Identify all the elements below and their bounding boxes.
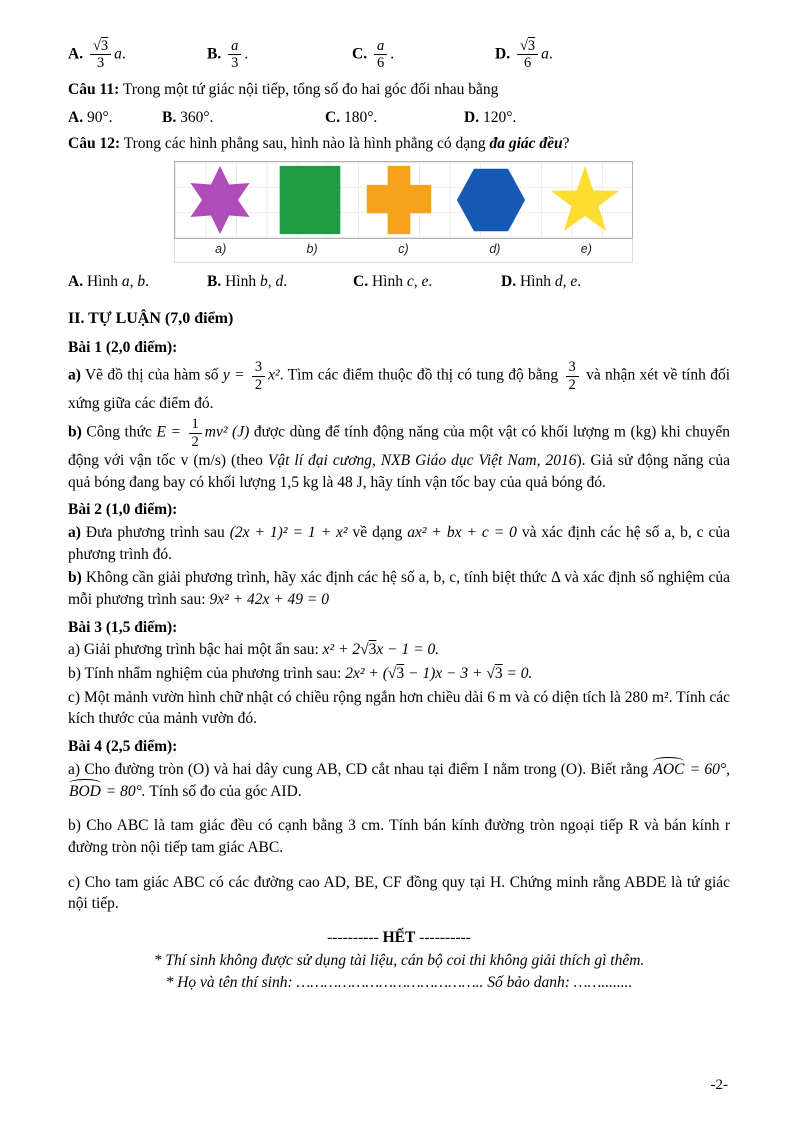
denominator: 6 — [376, 55, 385, 72]
item-label: c) — [68, 873, 81, 891]
sqrt-sign: √ — [519, 38, 528, 54]
option-label: C. — [353, 272, 369, 290]
question-text: Trong một tứ giác nội tiếp, tổng số đo hai góc đối nhau bằng — [122, 81, 499, 99]
variable: a — [541, 45, 549, 63]
bai3-part-b: b) Tính nhẩm nghiệm của phương trình sau: 2x² + (√3 − 1)x − 3 + √3 = 0. — [68, 665, 533, 683]
option-label: B. — [162, 109, 177, 127]
sqrt-sign: √ — [486, 665, 495, 683]
option-text: 360°. — [180, 109, 214, 127]
option-text: 180°. — [343, 109, 378, 127]
option-label: A. — [68, 45, 84, 63]
shape-labels-row — [174, 239, 633, 263]
item-label: b) — [68, 423, 82, 441]
option-label: B. — [207, 45, 222, 63]
item-label: b) — [68, 817, 81, 835]
numerator: a — [376, 38, 385, 54]
bai4-title: Bài 4 (2,5 điểm): — [68, 738, 178, 756]
six-pointed-star-shape — [182, 164, 258, 236]
square-shape — [272, 164, 348, 236]
denominator: 3 — [96, 55, 105, 72]
item-label: a) — [68, 641, 81, 659]
option-label: D. — [501, 272, 517, 290]
sqrt-sign: √ — [92, 38, 101, 54]
option-b: B. Hình b, d. — [207, 272, 288, 290]
question-emphasis: đa giác đều — [489, 134, 563, 152]
option-d: D. Hình d, e. — [501, 272, 582, 290]
option-b — [207, 38, 352, 71]
item-label: b) — [68, 665, 81, 683]
option-label: C. — [352, 45, 368, 63]
fraction: $\frac{3}{2}$ — [566, 359, 579, 392]
shape-label-d: d) — [489, 242, 501, 257]
radicand: 3 — [396, 665, 405, 683]
option-label: C. — [325, 109, 341, 127]
spacer — [68, 804, 730, 814]
fraction: $\frac{1}{2}$ — [189, 416, 202, 449]
bai2-part-b: b) Không cần giải phương trình, hãy xác định các hệ số a, b, c, tính biệt thức Δ và xác định số nghiệm của mỗi phương trình sau: 9x² + 42x + 49 = 0 — [68, 569, 731, 609]
shape-label-e: e) — [580, 242, 592, 257]
numerator: a — [231, 38, 239, 54]
question-mark: ? — [562, 134, 570, 152]
item-label: a) — [68, 366, 81, 384]
option-d — [495, 38, 553, 71]
option-label: D. — [464, 109, 480, 127]
option-text: 90°. — [86, 109, 113, 127]
question-12 — [68, 133, 730, 155]
bai2-part-a: a) Đưa phương trình sau (2x + 1)² = 1 + x² về dạng ax² + bx + c = 0 và xác định các hệ số a, b, c của phương trình đó. — [68, 523, 731, 563]
radicand: 3 — [100, 38, 109, 54]
option-c — [325, 107, 464, 129]
bai3-title: Bài 3 (1,5 điểm): — [68, 618, 178, 636]
option-text: 120°. — [482, 109, 517, 127]
shape-label-c: c) — [398, 242, 409, 257]
bai3-part-a: a) Giải phương trình bậc hai một ẩn sau: x² + 2√3x − 1 = 0. — [68, 641, 440, 659]
shape-label-b: b) — [306, 242, 318, 257]
variable: a — [114, 45, 122, 63]
bai1-part-a: a) Vẽ đồ thị của hàm số y = $\frac{3}{2}$ x². Tìm các điểm thuộc đồ thị có tung độ bằng $\frac{3}{2}$ và nhận xét về tính đối xứng giữa các điểm đó. — [68, 359, 731, 412]
option-label: B. — [207, 272, 222, 290]
bai1-title: Bài 1 (2,0 điểm): — [68, 338, 178, 356]
shape-label-a: a) — [215, 242, 227, 257]
option-label: D. — [495, 45, 511, 63]
option-label: A. — [68, 109, 84, 127]
option-d — [464, 107, 516, 129]
item-label: a) — [68, 760, 81, 778]
sqrt-sign: √ — [360, 641, 369, 659]
five-pointed-star-shape — [545, 164, 625, 236]
period: . — [121, 45, 126, 63]
option-a — [68, 38, 207, 71]
option-a — [68, 107, 162, 129]
period: . — [548, 45, 553, 63]
option-c: C. Hình c, e. — [353, 272, 433, 290]
question-12-options — [68, 271, 730, 293]
bai4-part-c: c) Cho tam giác ABC có các đường cao AD, BE, CF đồng quy tại H. Chứng minh rằng ABDE là tứ giác nội tiếp. — [68, 873, 731, 913]
shapes-strip — [174, 161, 633, 239]
exam-note-1: * Thí sinh không được sử dụng tài liệu, cán bộ coi thi không giải thích gì thêm. — [153, 951, 645, 969]
item-label: b) — [68, 569, 82, 587]
option-a: A. Hình a, b. — [68, 272, 149, 290]
bai2-title: Bài 2 (1,0 điểm): — [68, 501, 178, 519]
fraction — [374, 38, 387, 71]
page-number: -2- — [710, 1077, 728, 1093]
cross-shape — [361, 164, 437, 236]
item-label: c) — [68, 688, 81, 706]
item-label: a) — [68, 523, 81, 541]
het-label: HẾT — [382, 928, 416, 946]
question-text: Trong các hình phẳng sau, hình nào là hình phẳng có dạng — [123, 134, 490, 152]
option-b — [162, 107, 325, 129]
question-11-options — [68, 107, 730, 129]
option-c — [352, 38, 495, 71]
question-number: Câu 11: — [68, 81, 120, 99]
radicand: 3 — [527, 38, 536, 54]
exam-note-2: * Họ và tên thí sinh: ………………………………….. Số bảo danh: ……........ — [165, 974, 633, 992]
bai4-part-a: a) Cho đường tròn (O) và hai dây cung AB, CD cắt nhau tại điểm I nằm trong (O). Biết rằng AOC = 60°, BOD = 80°. Tính số đo của góc AID. — [68, 760, 730, 800]
bai3-part-c: c) Một mảnh vườn hình chữ nhật có chiều rộng ngắn hơn chiều dài 6 m và có diện tích là 280 m². Tính các kích thước của mảnh vườn đó. — [68, 688, 730, 728]
arc-angle: AOC — [653, 760, 685, 778]
polygon-figure — [174, 161, 633, 263]
section-title: II. TỰ LUẬN (7,0 điểm) — [68, 310, 234, 328]
denominator: 6 — [523, 55, 532, 72]
radicand: 3 — [368, 641, 377, 659]
bai1-part-b: b) Công thức E = $\frac{1}{2}$ mv² (J) được dùng để tính động năng của một vật có khối lượng m (kg) khi chuyển động với vận tốc v (m/s) (theo Vật lí đại cương, NXB Giáo dục Việt Nam, 2016). Giả sử động năng của quả bóng đang bay có khối lượng 1,5 kg là 48 J, hãy tính vận tốc bay của quả bóng đó. — [68, 416, 730, 491]
sqrt-sign: √ — [387, 665, 397, 683]
denominator: 3 — [231, 55, 239, 72]
spacer — [68, 861, 730, 871]
fraction — [90, 38, 111, 71]
arc-angle: BOD — [69, 782, 101, 800]
period: . — [390, 45, 395, 63]
fraction — [228, 38, 241, 71]
end-marker: ---------- HẾT ---------- — [327, 928, 471, 946]
question-11 — [68, 79, 730, 101]
radicand: 3 — [494, 665, 503, 683]
question-number: Câu 12: — [68, 134, 121, 152]
period: . — [244, 45, 249, 63]
option-label: A. — [68, 272, 84, 290]
bai4-part-b: b) Cho ABC là tam giác đều có cạnh bằng 3 cm. Tính bán kính đường tròn ngoại tiếp R và bán kính r đường tròn nội tiếp tam giác ABC. — [68, 817, 731, 856]
fraction — [517, 38, 538, 71]
hexagon-shape — [451, 164, 531, 236]
fraction: $\frac{3}{2}$ — [252, 359, 265, 392]
question-10-options — [68, 38, 730, 71]
